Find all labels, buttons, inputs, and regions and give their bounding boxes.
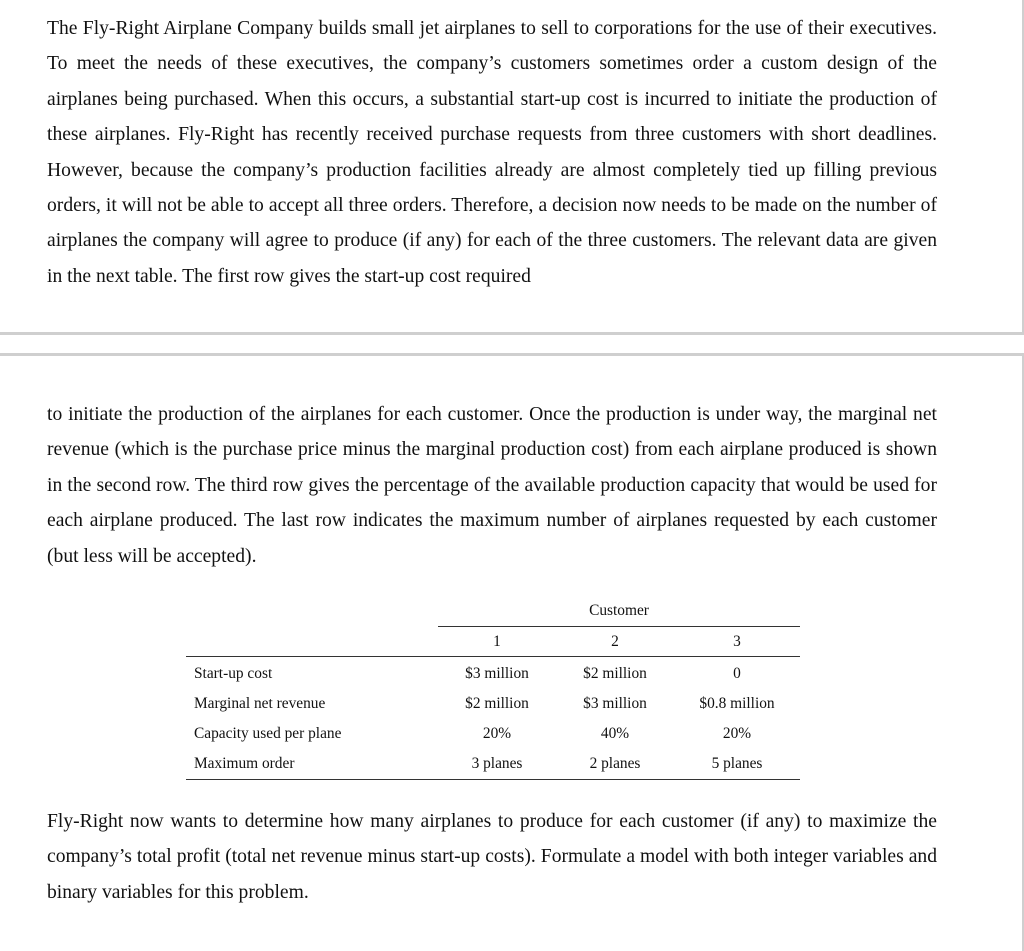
table-cell: $0.8 million xyxy=(699,695,775,712)
row-label: Start-up cost xyxy=(194,665,273,682)
table-cell: 0 xyxy=(733,665,741,682)
table-cell: 3 planes xyxy=(438,749,556,780)
table-cell: $3 million xyxy=(465,665,529,682)
column-header: 1 xyxy=(438,627,556,657)
table-cell: $3 million xyxy=(583,695,647,712)
column-header: 2 xyxy=(556,627,674,657)
table-cell: 2 planes xyxy=(556,749,674,780)
row-label: Capacity used per plane xyxy=(194,725,342,742)
intro-paragraph: The Fly-Right Airplane Company builds small jet airplanes to sell to corporations for the use of their executives. To meet the needs of these executives, the company’s customers sometimes order a custom design of the airplanes being purchased. When this occurs, a substantial start-up cost is incurred to initiate the production of these airplanes. Fly-Right has recently received purchase requests from three customers with short deadlines. However, because the company’s production facilities already are almost completely tied up filling previous orders, it will not be able to accept all three orders. Therefore, a decision now needs to be made on the number of airplanes the company will agree to produce (if any) for each of the three customers. The relevant data are given in the next table. The first row gives the start-up cost required xyxy=(47,18,937,287)
top-text-panel xyxy=(0,0,1024,334)
table-row xyxy=(186,657,800,690)
row-label: Maximum order xyxy=(186,749,438,780)
continuation-paragraph: to initiate the production of the airplanes for each customer. Once the production is under way, the marginal net revenue (which is the purchase price minus the marginal production cost) from each airplane produced is shown in the second row. The third row gives the percentage of the available production capacity that would be used for each airplane produced. The last row indicates the maximum number of airplanes requested by each customer (but less will be accepted). xyxy=(47,404,937,567)
row-label: Marginal net revenue xyxy=(194,695,326,712)
bottom-text-panel xyxy=(0,356,1024,951)
table-cell: $2 million xyxy=(583,665,647,682)
table-cell: 40% xyxy=(600,725,630,742)
table-cell: 20% xyxy=(722,725,752,742)
customer-data-table xyxy=(186,596,802,780)
closing-paragraph: Fly-Right now wants to determine how many airplanes to produce for each customer (if any) to maximize the company’s total profit (total net revenue minus start-up costs). Formulate a model with both integer variables and binary variables for this problem. xyxy=(47,811,937,903)
table-row xyxy=(186,749,800,780)
table-row xyxy=(186,719,800,749)
table-cell: 5 planes xyxy=(674,749,800,780)
customer-group-header: Customer xyxy=(589,602,649,619)
table-row xyxy=(186,689,800,719)
column-header: 3 xyxy=(674,627,800,657)
table-cell: $2 million xyxy=(465,695,529,712)
table-cell: 20% xyxy=(482,725,512,742)
panel-divider xyxy=(0,332,1024,356)
